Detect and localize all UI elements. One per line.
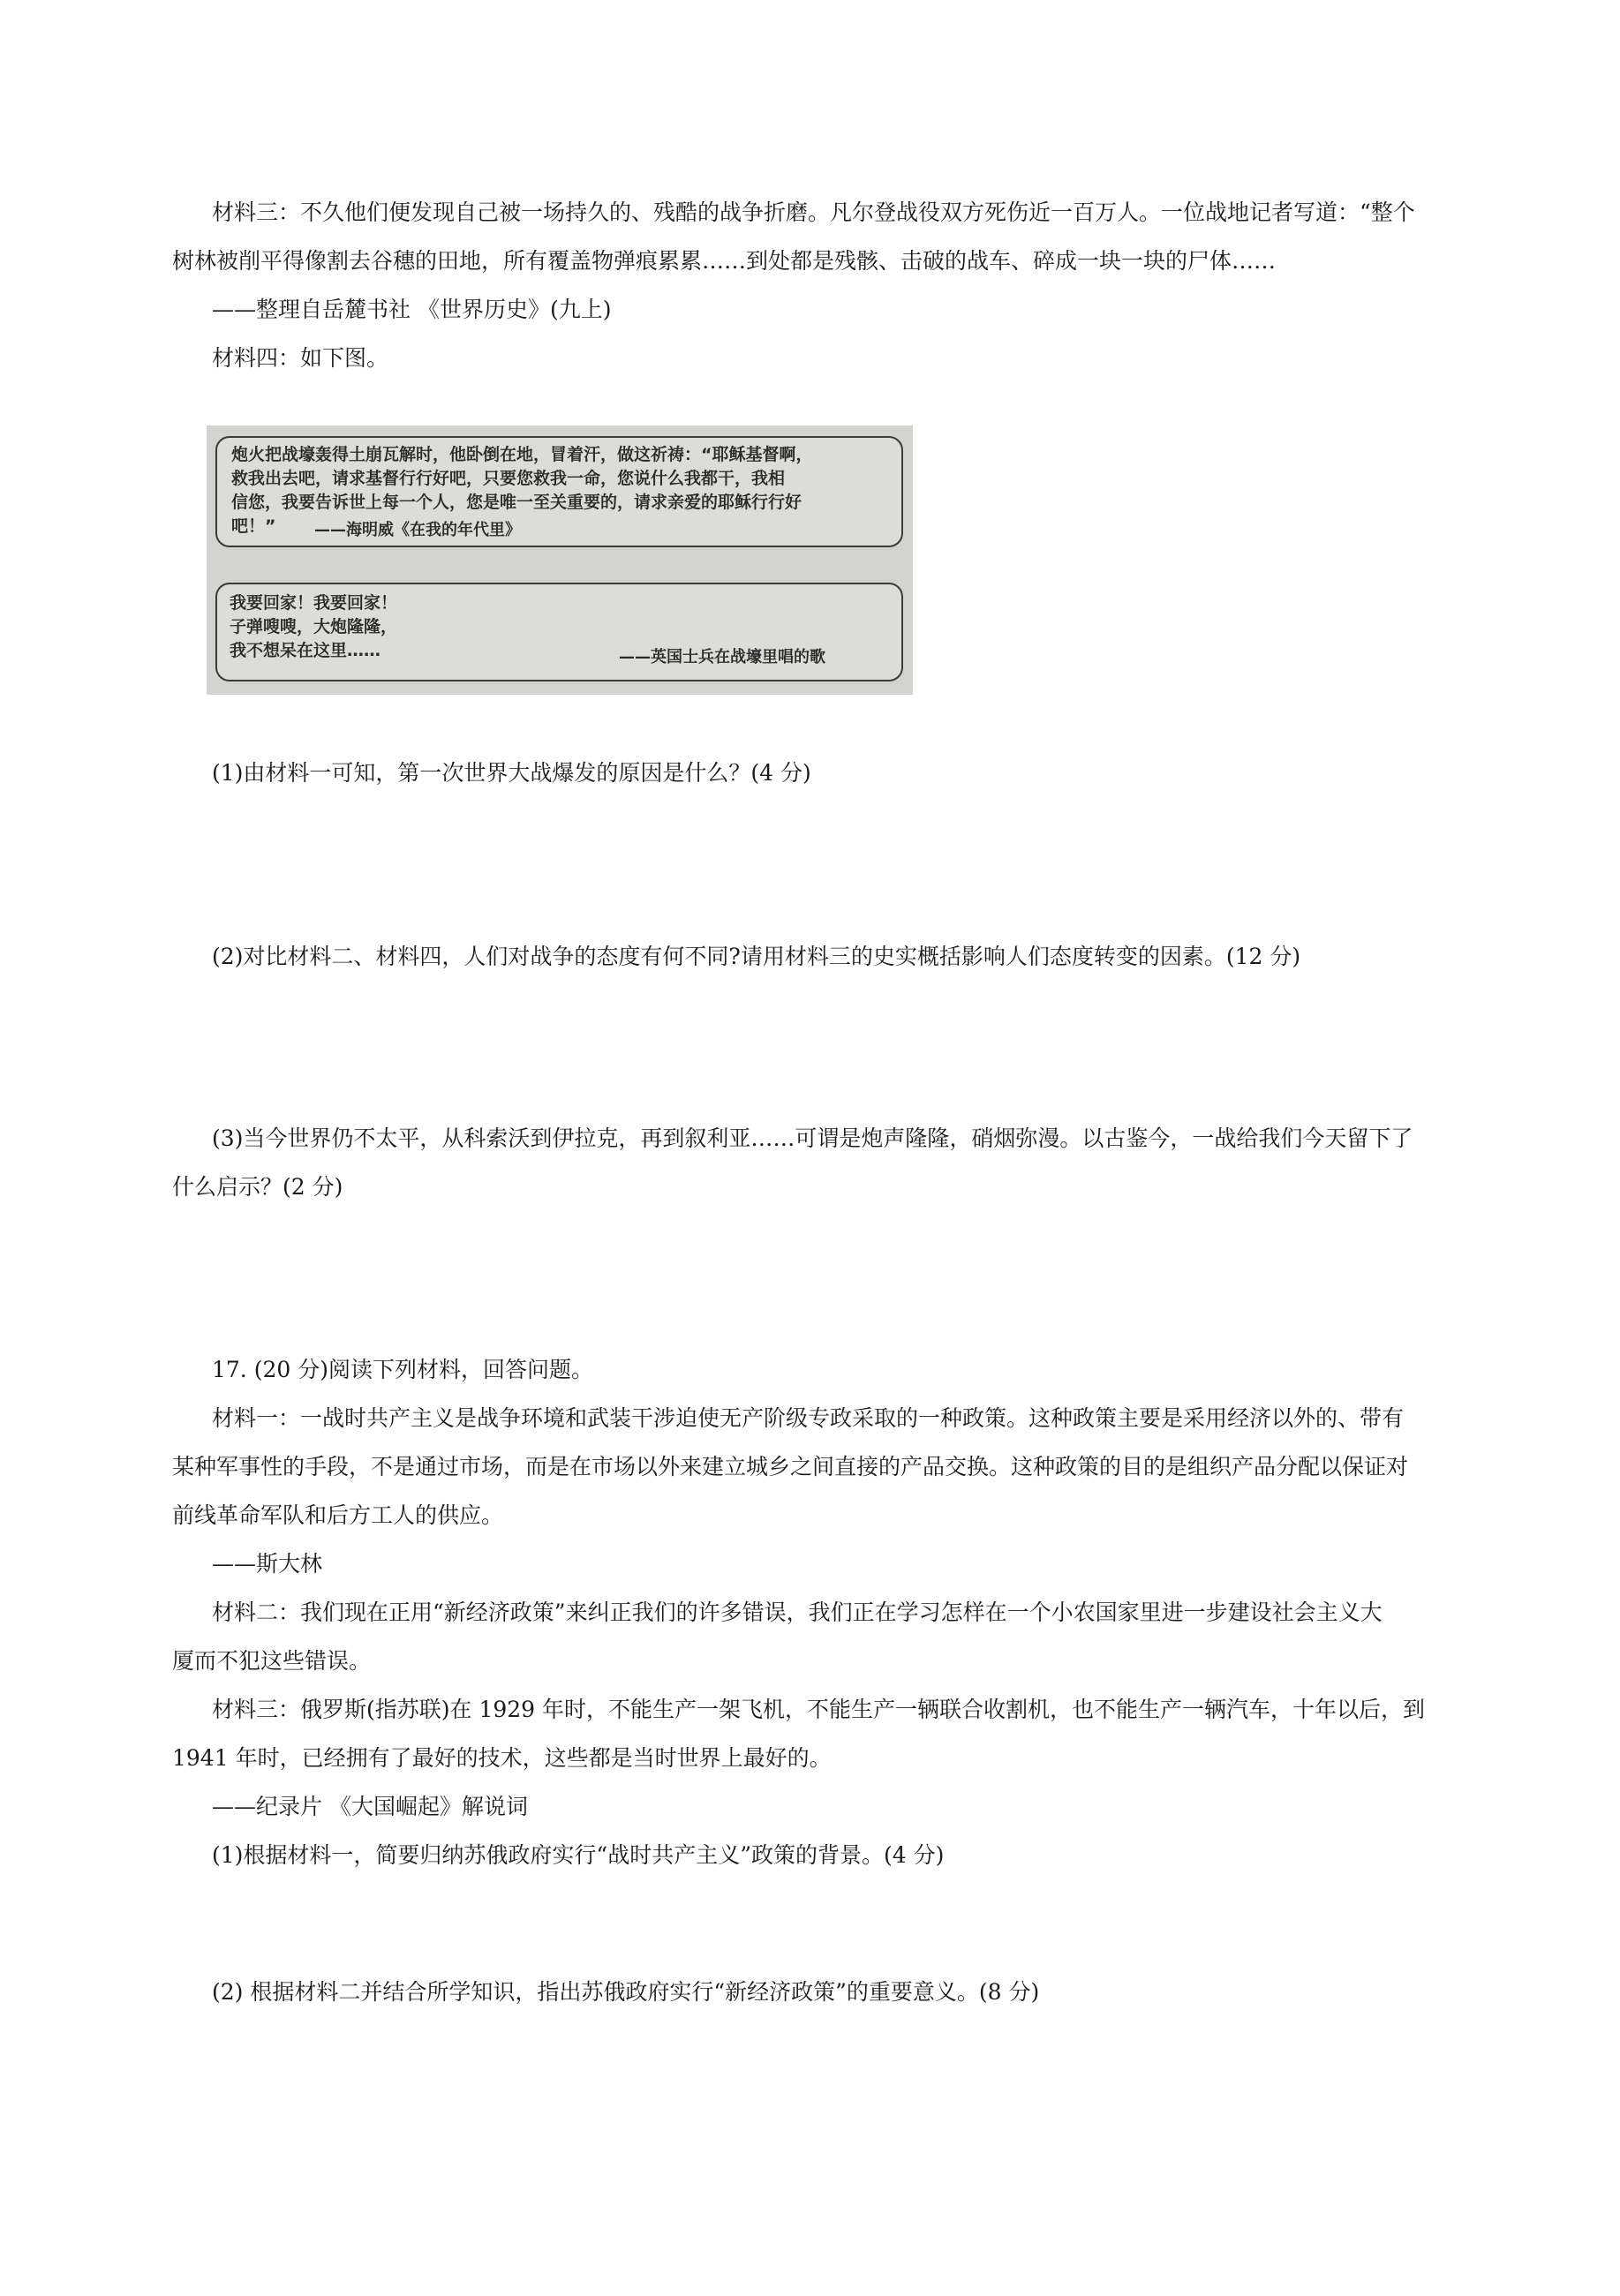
q16-m3-source: ——整理自岳麓书社 《世界历史》(九上) — [212, 297, 612, 322]
q17-m1-line-2: 某种军事性的手段，不是通过市场，而是在市场以外来建立城乡之间直接的产品交换。这种政策的目的是组织产品分配以保证对 — [172, 1454, 1409, 1479]
song-source: ——英国士兵在战壕里唱的歌 — [619, 648, 825, 666]
q17-m3-line-2: 1941 年时，已经拥有了最好的技术，这些都是当时世界上最好的。 — [172, 1745, 832, 1771]
q17-heading: 17. (20 分)阅读下列材料，回答问题。 — [212, 1357, 593, 1382]
soldier-song-box — [215, 583, 903, 681]
song-line: 我要回家！我要回家！ — [230, 593, 398, 613]
q16-question-1: (1)由材料一可知，第一次世界大战爆发的原因是什么？(4 分) — [212, 760, 811, 786]
song-line: 子弹嗖嗖，大炮隆隆， — [230, 617, 398, 636]
q16-question-2: (2)对比材料二、材料四，人们对战争的态度有何不同?请用材料三的史实概括影响人们态度转变的因素。(12 分) — [212, 944, 1301, 969]
quote-line: 信您，我要告诉世上每一个人，您是唯一至关重要的，请求亲爱的耶稣行行好 — [231, 493, 802, 512]
q17-question-1: (1)根据材料一，简要归纳苏俄政府实行“战时共产主义”政策的背景。(4 分) — [212, 1842, 945, 1868]
hemingway-quote-box — [215, 436, 903, 547]
quote-source: ——海明威《在我的年代里》 — [314, 521, 521, 539]
q16-question-3-line-1: (3)当今世界仍不太平，从科索沃到伊拉克，再到叙利亚……可谓是炮声隆隆，硝烟弥漫。以古鉴今，一战给我们今天留下了 — [212, 1125, 1413, 1151]
q17-m1-source: ——斯大林 — [212, 1551, 323, 1577]
material-four-photo — [207, 425, 913, 695]
q17-question-2: (2) 根据材料二并结合所学知识，指出苏俄政府实行“新经济政策”的重要意义。(8 分) — [212, 1979, 1040, 2005]
quote-line: 吧！” — [231, 516, 276, 536]
song-line: 我不想呆在这里…… — [230, 641, 381, 660]
q17-m3-source: ——纪录片 《大国崛起》解说词 — [212, 1794, 528, 1819]
q17-m3-line-1: 材料三：俄罗斯(指苏联)在 1929 年时，不能生产一架飞机，不能生产一辆联合收割机，也不能生产一辆汽车，十年以后，到 — [212, 1697, 1426, 1722]
q17-m1-line-1: 材料一：一战时共产主义是战争环境和武装干涉迫使无产阶级专政采取的一种政策。这种政策主要是采用经济以外的、带有 — [212, 1405, 1405, 1431]
q16-m3-line-1: 材料三：不久他们便发现自己被一场持久的、残酷的战争折磨。凡尔登战役双方死伤近一百万人。一位战地记者写道：“整个 — [212, 199, 1415, 225]
q17-m2-line-1: 材料二：我们现在正用“新经济政策”来纠正我们的许多错误，我们正在学习怎样在一个小农国家里进一步建设社会主义大 — [212, 1600, 1383, 1625]
q16-m4-intro: 材料四：如下图。 — [212, 345, 389, 371]
quote-line: 炮火把战壕轰得土崩瓦解时，他卧倒在地，冒着汗，做这祈祷：“耶稣基督啊， — [231, 445, 813, 464]
q16-m3-line-2: 树林被削平得像割去谷穗的田地，所有覆盖物弹痕累累……到处都是残骸、击破的战车、碎成一块一块的尸体…… — [172, 248, 1277, 274]
q16-question-3-line-2: 什么启示？(2 分) — [172, 1174, 343, 1200]
quote-line: 救我出去吧，请求基督行行好吧，只要您救我一命，您说什么我都干，我相 — [231, 469, 786, 488]
q17-m1-line-3: 前线革命军队和后方工人的供应。 — [172, 1502, 504, 1528]
q17-m2-line-2: 厦而不犯这些错误。 — [172, 1648, 372, 1674]
